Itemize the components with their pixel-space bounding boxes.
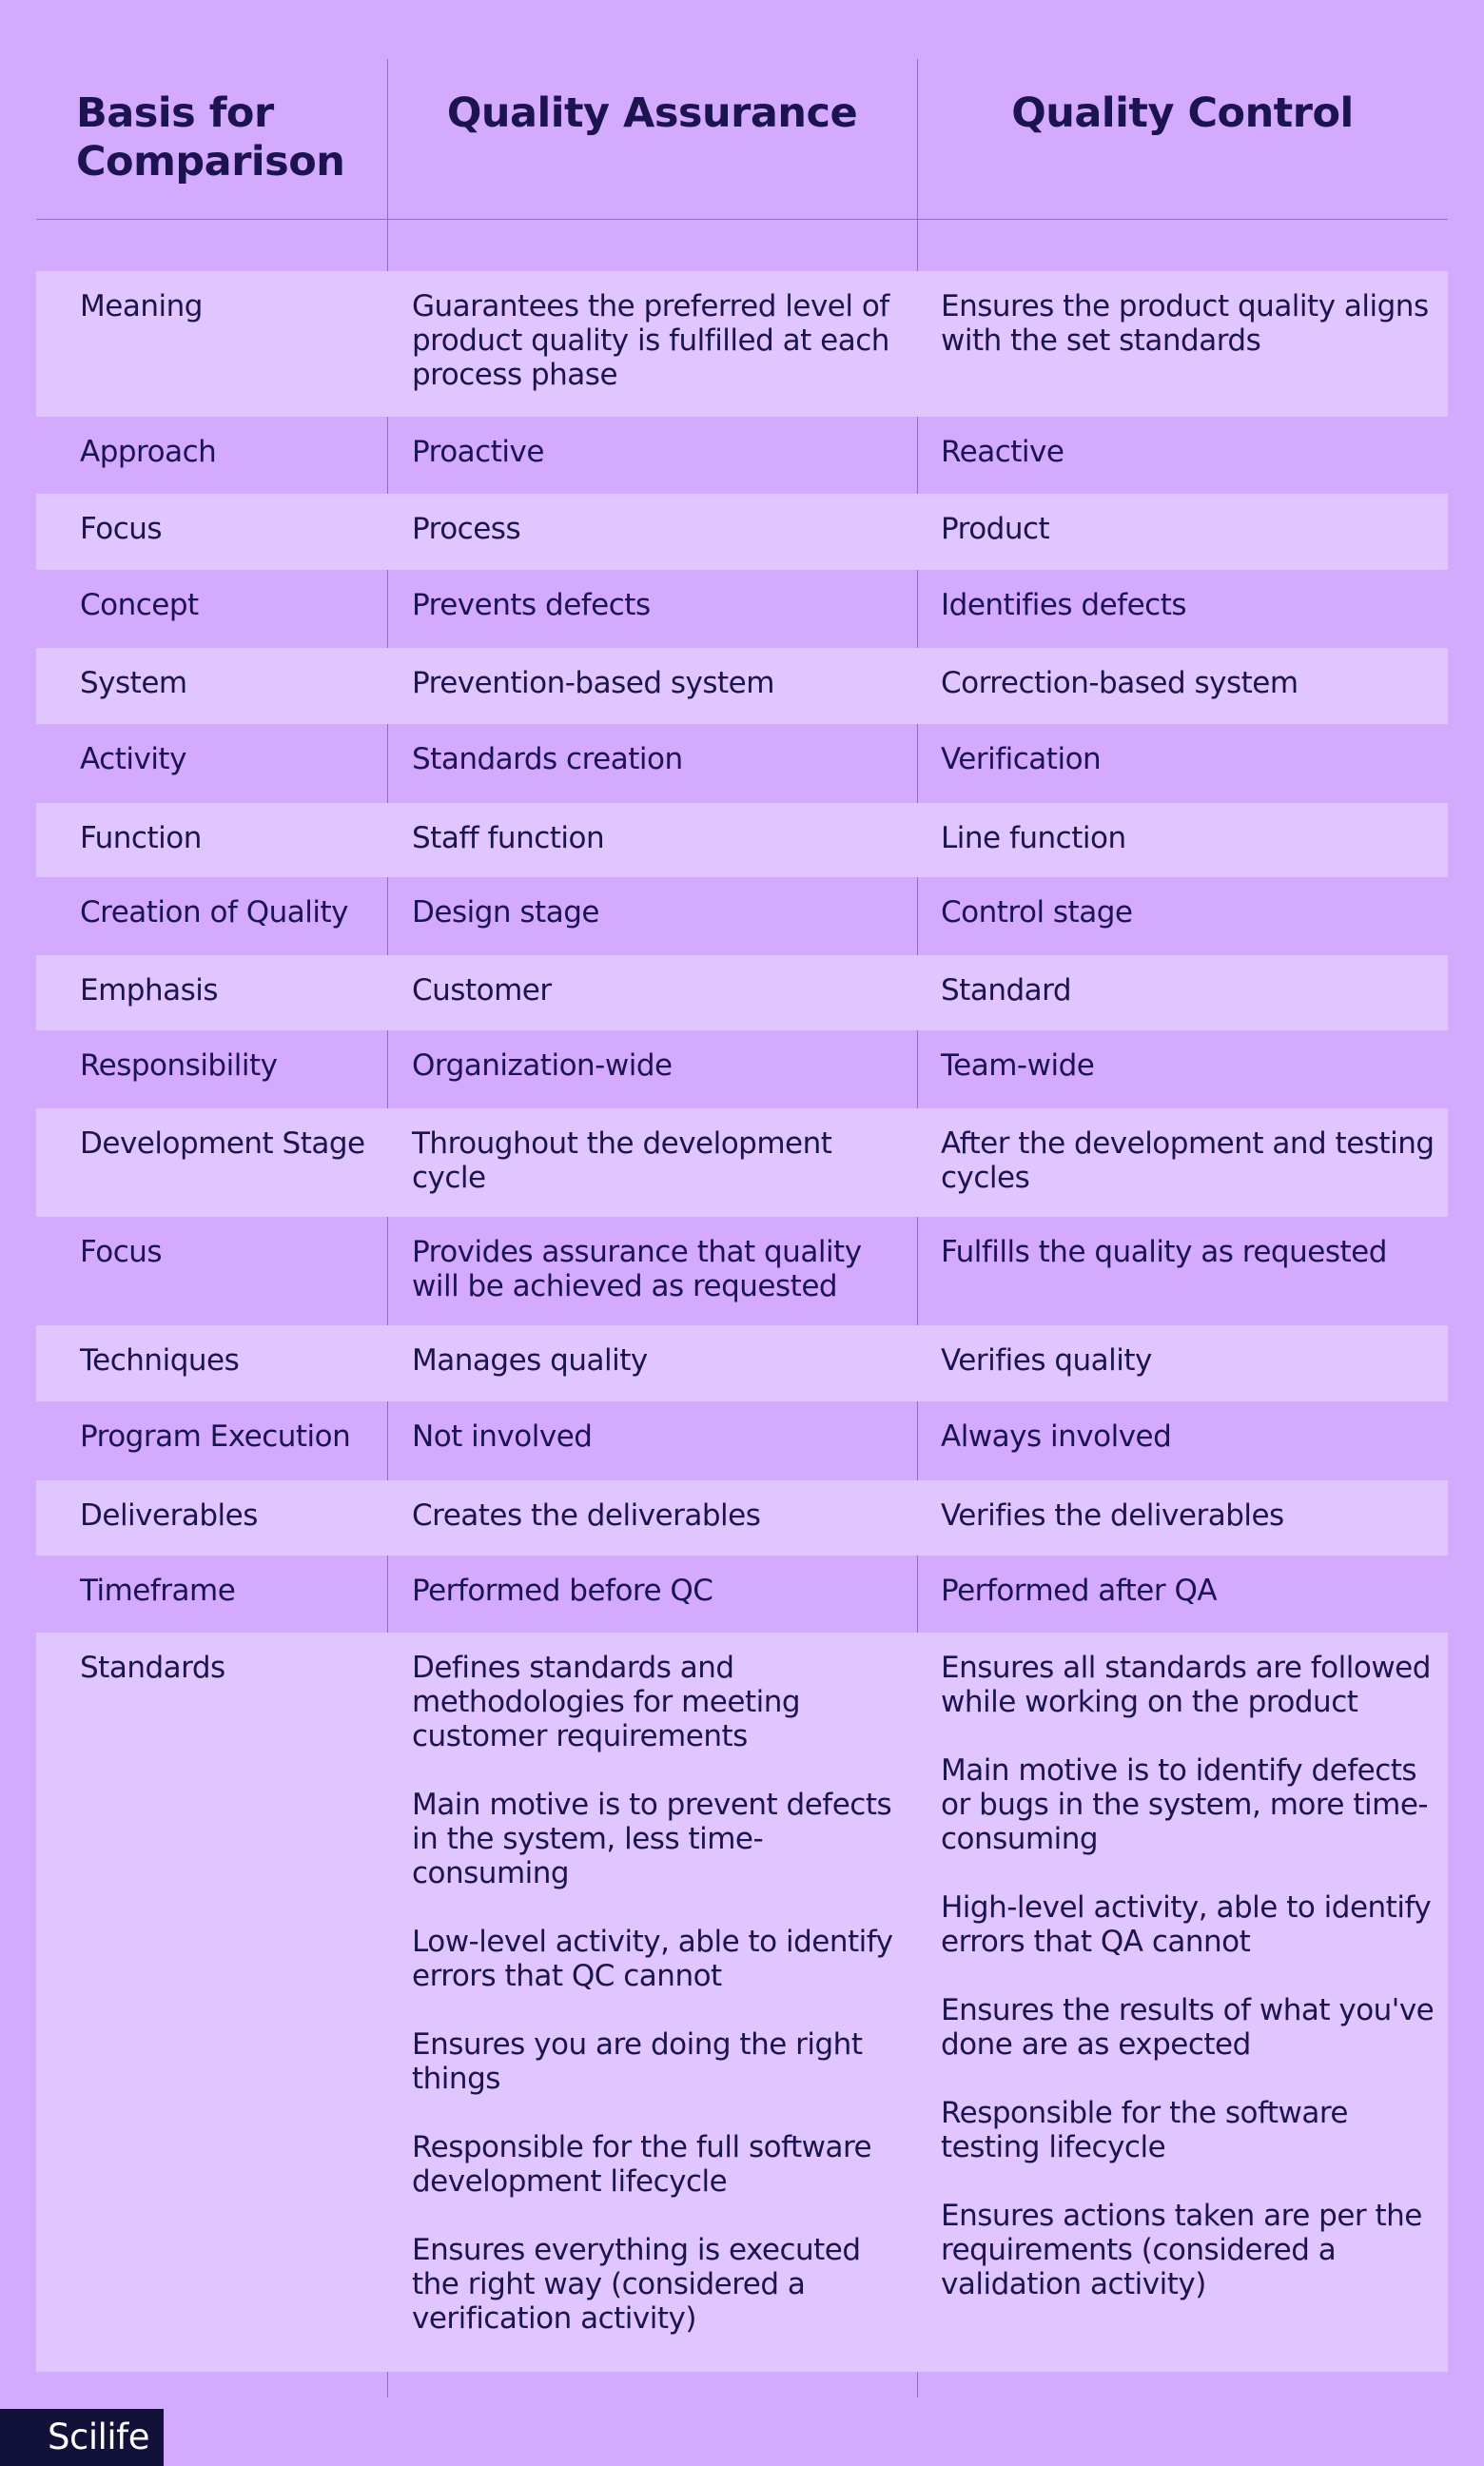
table-row: [36, 1217, 1448, 1325]
qc-text: Identifies defects: [941, 588, 1186, 622]
quality-assurance-cell: [412, 512, 907, 546]
qc-text: Fulfills the quality as requested: [941, 1235, 1387, 1269]
quality-assurance-cell: [412, 1651, 907, 2336]
table-row: [36, 1633, 1448, 2372]
quality-assurance-cell: [412, 1419, 907, 1454]
table-row: [36, 1325, 1448, 1401]
table-header: [36, 59, 1448, 220]
quality-assurance-cell: [412, 973, 907, 1008]
comparison-table-body: [36, 271, 1448, 2372]
qa-text: Not involved: [412, 1419, 593, 1454]
qc-text: Always involved: [941, 1419, 1172, 1454]
quality-control-cell: [941, 973, 1435, 1008]
quality-assurance-cell: [412, 821, 907, 855]
qa-text: Creates the deliverables: [412, 1498, 761, 1533]
quality-assurance-cell: [412, 289, 907, 392]
basis-cell: Focus: [80, 512, 163, 546]
qc-text: Ensures the product quality aligns with the set standards: [941, 289, 1429, 358]
quality-control-cell: [941, 821, 1435, 855]
basis-cell: Timeframe: [80, 1574, 236, 1608]
table-row: [36, 1401, 1448, 1480]
table-row: [36, 648, 1448, 724]
qa-text: Proactive: [412, 435, 544, 469]
qc-text: Reactive: [941, 435, 1064, 469]
quality-control-cell: [941, 1048, 1435, 1083]
quality-assurance-cell: [412, 435, 907, 469]
table-row: [36, 724, 1448, 803]
quality-control-cell: [941, 895, 1435, 930]
quality-control-cell: [941, 1419, 1435, 1454]
basis-cell: Development Stage: [80, 1126, 365, 1161]
quality-assurance-cell: [412, 895, 907, 930]
logo-text: Scilife: [48, 2417, 149, 2457]
qc-text: Verifies the deliverables: [941, 1498, 1284, 1533]
qc-text: Performed after QA: [941, 1574, 1218, 1608]
quality-control-cell: [941, 289, 1435, 358]
qc-text: Verification: [941, 742, 1102, 776]
qc-text: Correction-based system: [941, 666, 1298, 700]
qc-text: Ensures the results of what you've done are as expected: [941, 1993, 1435, 2062]
basis-cell: Emphasis: [80, 973, 219, 1008]
quality-control-cell: [941, 1498, 1435, 1533]
table-row: [36, 803, 1448, 877]
basis-cell: Techniques: [80, 1343, 240, 1378]
qc-text: Team-wide: [941, 1048, 1095, 1083]
table-row: [36, 877, 1448, 955]
table-row: [36, 1030, 1448, 1108]
table-row: [36, 1108, 1448, 1217]
quality-assurance-cell: [412, 1235, 907, 1303]
basis-cell: Standards: [80, 1651, 225, 1685]
quality-assurance-cell: [412, 588, 907, 622]
qc-text: Control stage: [941, 895, 1133, 930]
qa-text: Responsible for the full software development lifecycle: [412, 2130, 872, 2199]
quality-control-cell: [941, 512, 1435, 546]
qa-text: Ensures everything is executed the right way (considered a verification activity): [412, 2233, 861, 2336]
qc-text: High-level activity, able to identify errors that QA cannot: [941, 1890, 1432, 1959]
qc-text: Ensures all standards are followed while working on the product: [941, 1651, 1431, 1719]
table-row: [36, 955, 1448, 1030]
table-row: [36, 494, 1448, 570]
quality-assurance-cell: [412, 1048, 907, 1083]
qa-text: Staff function: [412, 821, 605, 855]
qa-text: Defines standards and methodologies for meeting customer requirements: [412, 1651, 801, 1753]
basis-cell: Approach: [80, 435, 217, 469]
qa-text: Standards creation: [412, 742, 683, 776]
qc-text: Responsible for the software testing lifecycle: [941, 2096, 1348, 2164]
scilife-logo: [0, 2409, 164, 2466]
quality-control-cell: [941, 1126, 1435, 1195]
qa-text: Prevention-based system: [412, 666, 774, 700]
qc-text: Ensures actions taken are per the requirements (considered a validation activity): [941, 2199, 1422, 2301]
quality-assurance-cell: [412, 666, 907, 700]
quality-assurance-cell: [412, 1498, 907, 1533]
quality-control-cell: [941, 1574, 1435, 1608]
basis-cell: Responsibility: [80, 1048, 278, 1083]
basis-cell: Focus: [80, 1235, 163, 1269]
quality-control-cell: [941, 742, 1435, 776]
basis-cell: Program Execution: [80, 1419, 351, 1454]
qa-text: Throughout the development cycle: [412, 1126, 832, 1195]
qa-text: Provides assurance that quality will be achieved as requested: [412, 1235, 862, 1303]
qc-text: Standard: [941, 973, 1072, 1008]
qc-text: After the development and testing cycles: [941, 1126, 1435, 1195]
qa-text: Process: [412, 512, 521, 546]
qa-text: Main motive is to prevent defects in the system, less time-consuming: [412, 1788, 892, 1890]
quality-assurance-cell: [412, 1574, 907, 1608]
quality-assurance-cell: [412, 1126, 907, 1195]
quality-control-cell: [941, 435, 1435, 469]
qa-text: Performed before QC: [412, 1574, 713, 1608]
qc-text: Product: [941, 512, 1050, 546]
quality-assurance-cell: [412, 742, 907, 776]
basis-cell: Concept: [80, 588, 199, 622]
basis-cell: Function: [80, 821, 202, 855]
basis-cell: Meaning: [80, 289, 203, 323]
header-quality-assurance: Quality Assurance: [446, 89, 858, 137]
quality-control-cell: [941, 666, 1435, 700]
qc-text: Main motive is to identify defects or bugs in the system, more time-consuming: [941, 1753, 1429, 1856]
qa-text: Organization-wide: [412, 1048, 673, 1083]
table-row: [36, 271, 1448, 417]
basis-cell: System: [80, 666, 187, 700]
table-row: [36, 1480, 1448, 1556]
qc-text: Verifies quality: [941, 1343, 1152, 1378]
qa-text: Design stage: [412, 895, 599, 930]
qa-text: Manages quality: [412, 1343, 648, 1378]
basis-cell: Creation of Quality: [80, 895, 349, 930]
header-quality-control: Quality Control: [1011, 89, 1354, 137]
qc-text: Line function: [941, 821, 1126, 855]
quality-control-cell: [941, 1235, 1435, 1269]
quality-control-cell: [941, 1651, 1435, 2301]
qa-text: Prevents defects: [412, 588, 651, 622]
table-row: [36, 417, 1448, 494]
qa-text: Customer: [412, 973, 552, 1008]
table-row: [36, 570, 1448, 648]
header-basis: Basis for Comparison: [76, 89, 345, 186]
quality-control-cell: [941, 1343, 1435, 1378]
basis-cell: Deliverables: [80, 1498, 258, 1533]
quality-control-cell: [941, 588, 1435, 622]
qa-text: Ensures you are doing the right things: [412, 2027, 863, 2096]
table-row: [36, 1556, 1448, 1633]
quality-assurance-cell: [412, 1343, 907, 1378]
qa-text: Low-level activity, able to identify errors that QC cannot: [412, 1925, 893, 1993]
basis-cell: Activity: [80, 742, 186, 776]
qa-text: Guarantees the preferred level of product quality is fulfilled at each process phase: [412, 289, 889, 392]
